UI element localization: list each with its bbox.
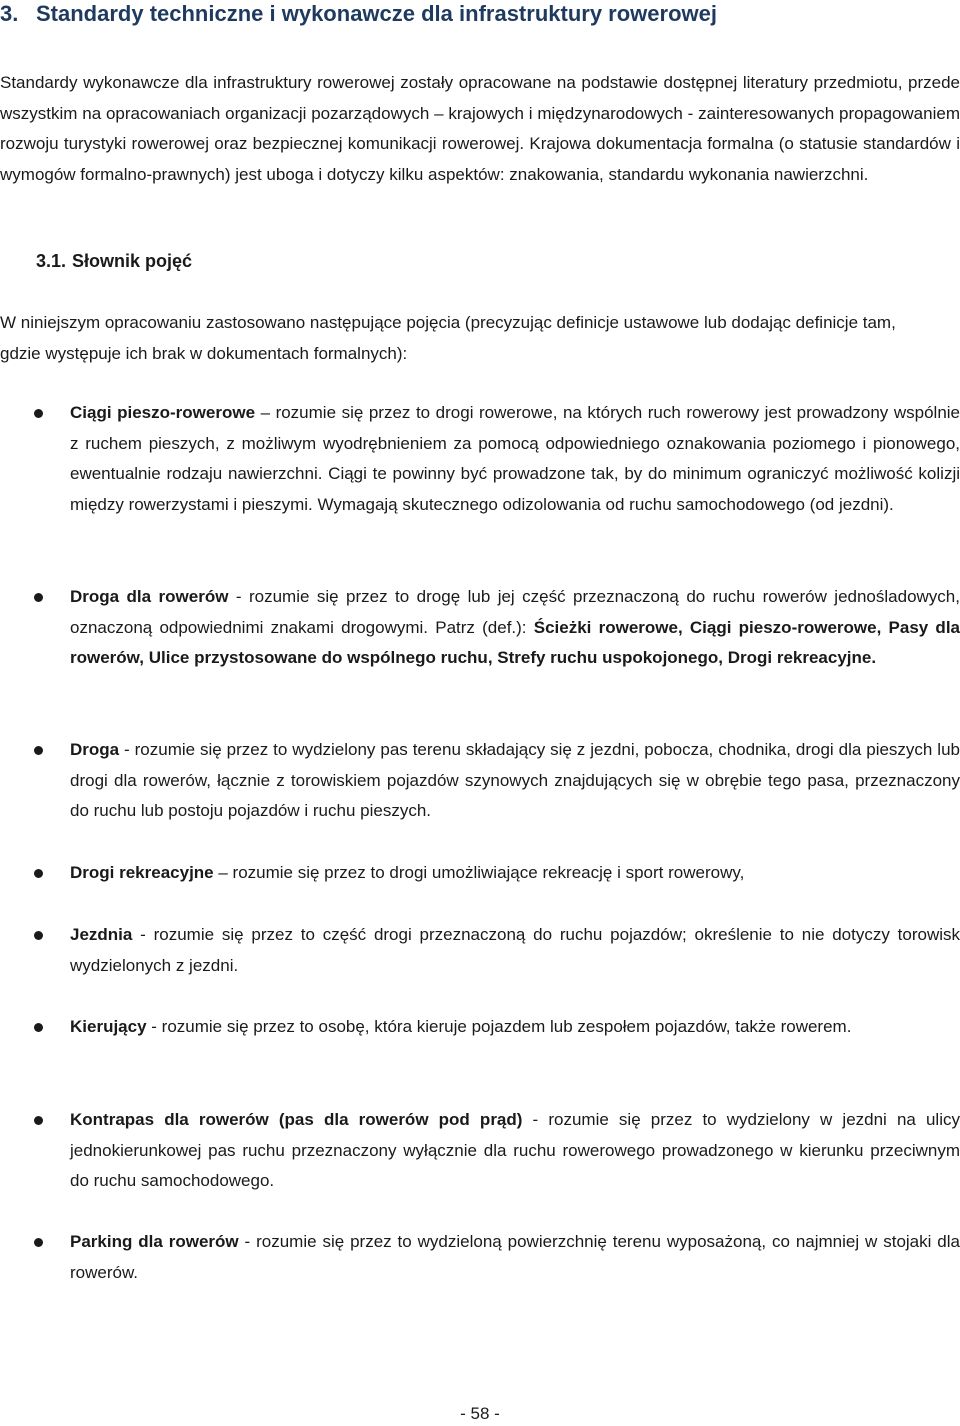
definition-item bbox=[70, 398, 960, 520]
subsection-heading bbox=[36, 247, 192, 275]
definition-text: - rozumie się przez to część drogi przeznaczoną do ruchu pojazdów; określenie to nie dotyczy torowisk wydzielonych z jezdni. bbox=[70, 925, 960, 975]
page-number: - 58 - bbox=[460, 1404, 500, 1423]
definition-term: Kontrapas dla rowerów (pas dla rowerów pod prąd) bbox=[70, 1110, 523, 1129]
definition-term: Droga dla rowerów bbox=[70, 587, 229, 606]
definition-text: - rozumie się przez to wydzielony w jezdni na ulicy jednokierunkowej pas ruchu przeznaczony wyłącznie dla ruchu rowerowego prowadzonego w kierunku przeciwnym do ruchu samochodowego. bbox=[70, 1110, 960, 1190]
definition-item bbox=[70, 1105, 960, 1197]
definition-item bbox=[70, 735, 960, 827]
definition-item bbox=[70, 1012, 960, 1043]
definition-text: - rozumie się przez to wydzielony pas terenu składający się z jezdni, pobocza, chodnika, drogi dla pieszych lub drogi dla rowerów, łącznie z torowiskiem pojazdów szynowych znajdujących się w obrębie tego pasa, przeznaczony do ruchu lub postoju pojazdów i ruchu pieszych. bbox=[70, 740, 960, 820]
definition-see-also: Ścieżki rowerowe, Ciągi pieszo-rowerowe, Pasy dla rowerów, Ulice przystosowane do wspólnego ruchu, Strefy ruchu uspokojonego, Drogi rekreacyjne. bbox=[70, 617, 960, 667]
definition-text: - rozumie się przez to osobę, która kieruje pojazdem lub zespołem pojazdów, także rowerem. bbox=[146, 1017, 852, 1036]
bullet-icon bbox=[34, 1238, 43, 1247]
definition-item bbox=[70, 920, 960, 981]
page-footer bbox=[0, 1402, 960, 1426]
definition-term: Parking dla rowerów bbox=[70, 1232, 239, 1251]
definition-text: – rozumie się przez to drogi umożliwiające rekreację i sport rowerowy, bbox=[213, 863, 745, 882]
definition-item bbox=[70, 1227, 960, 1288]
bullet-icon bbox=[34, 746, 43, 755]
definition-term: Jezdnia bbox=[70, 925, 133, 944]
section-number: 3. bbox=[0, 1, 19, 26]
definition-item bbox=[70, 582, 960, 674]
bullet-icon bbox=[34, 593, 43, 602]
section-title: Standardy techniczne i wykonawcze dla infrastruktury rowerowej bbox=[36, 1, 717, 26]
section-heading bbox=[0, 0, 900, 28]
intro-paragraph: Standardy wykonawcze dla infrastruktury rowerowej zostały opracowane na podstawie dostępnej literatury przedmiotu, przede wszystkim na opracowaniach organizacji pozarządowych – krajowych i międzynarodowych - zainteresowanych propagowaniem rozwoju turystyki rowerowej oraz bezpiecznej komunikacji rowerowej. Krajowa dokumentacja formalna (o statusie standardów i wymogów formalno-prawnych) jest uboga i dotyczy kilku aspektów: znakowania, standardu wykonania nawierzchni. bbox=[0, 73, 960, 184]
bullet-icon bbox=[34, 409, 43, 418]
lead-paragraph: W niniejszym opracowaniu zastosowano następujące pojęcia (precyzując definicje ustawowe lub dodając definicje tam, gdzie występuje ich brak w dokumentach formalnych): bbox=[0, 313, 896, 363]
definition-term: Droga bbox=[70, 740, 120, 759]
definition-term: Ciągi pieszo-rowerowe bbox=[70, 403, 256, 422]
definition-text: - rozumie się przez to wydzieloną powierzchnię terenu wyposażoną, co najmniej w stojaki dla rowerów. bbox=[70, 1232, 960, 1282]
bullet-icon bbox=[34, 1023, 43, 1032]
definition-text: – rozumie się przez to drogi rowerowe, na których ruch rowerowy jest prowadzony wspólnie z ruchem pieszych, z możliwym wyodrębnieniem za pomocą odpowiedniego oznakowania poziomego i pionowego, ewentualnie rodzaju nawierzchni. Ciągi te powinny być prowadzone tak, by do minimum ograniczyć możliwość kolizji między rowerzystami i pieszymi. Wymagają skutecznego odizolowania od ruchu samochodowego (od jezdni). bbox=[70, 403, 960, 514]
definition-item bbox=[70, 858, 960, 889]
definition-text: - rozumie się przez to drogę lub jej część przeznaczoną do ruchu rowerów jednośladowych, oznaczoną odpowiednimi znakami drogowymi. Patrz (def.): bbox=[70, 587, 960, 637]
definition-term: Kierujący bbox=[70, 1017, 147, 1036]
bullet-icon bbox=[34, 1116, 43, 1125]
subsection-title: Słownik pojęć bbox=[72, 251, 193, 271]
definition-term: Drogi rekreacyjne bbox=[70, 863, 214, 882]
bullet-icon bbox=[34, 869, 43, 878]
subsection-number: 3.1. bbox=[36, 251, 67, 271]
bullet-icon bbox=[34, 931, 43, 940]
